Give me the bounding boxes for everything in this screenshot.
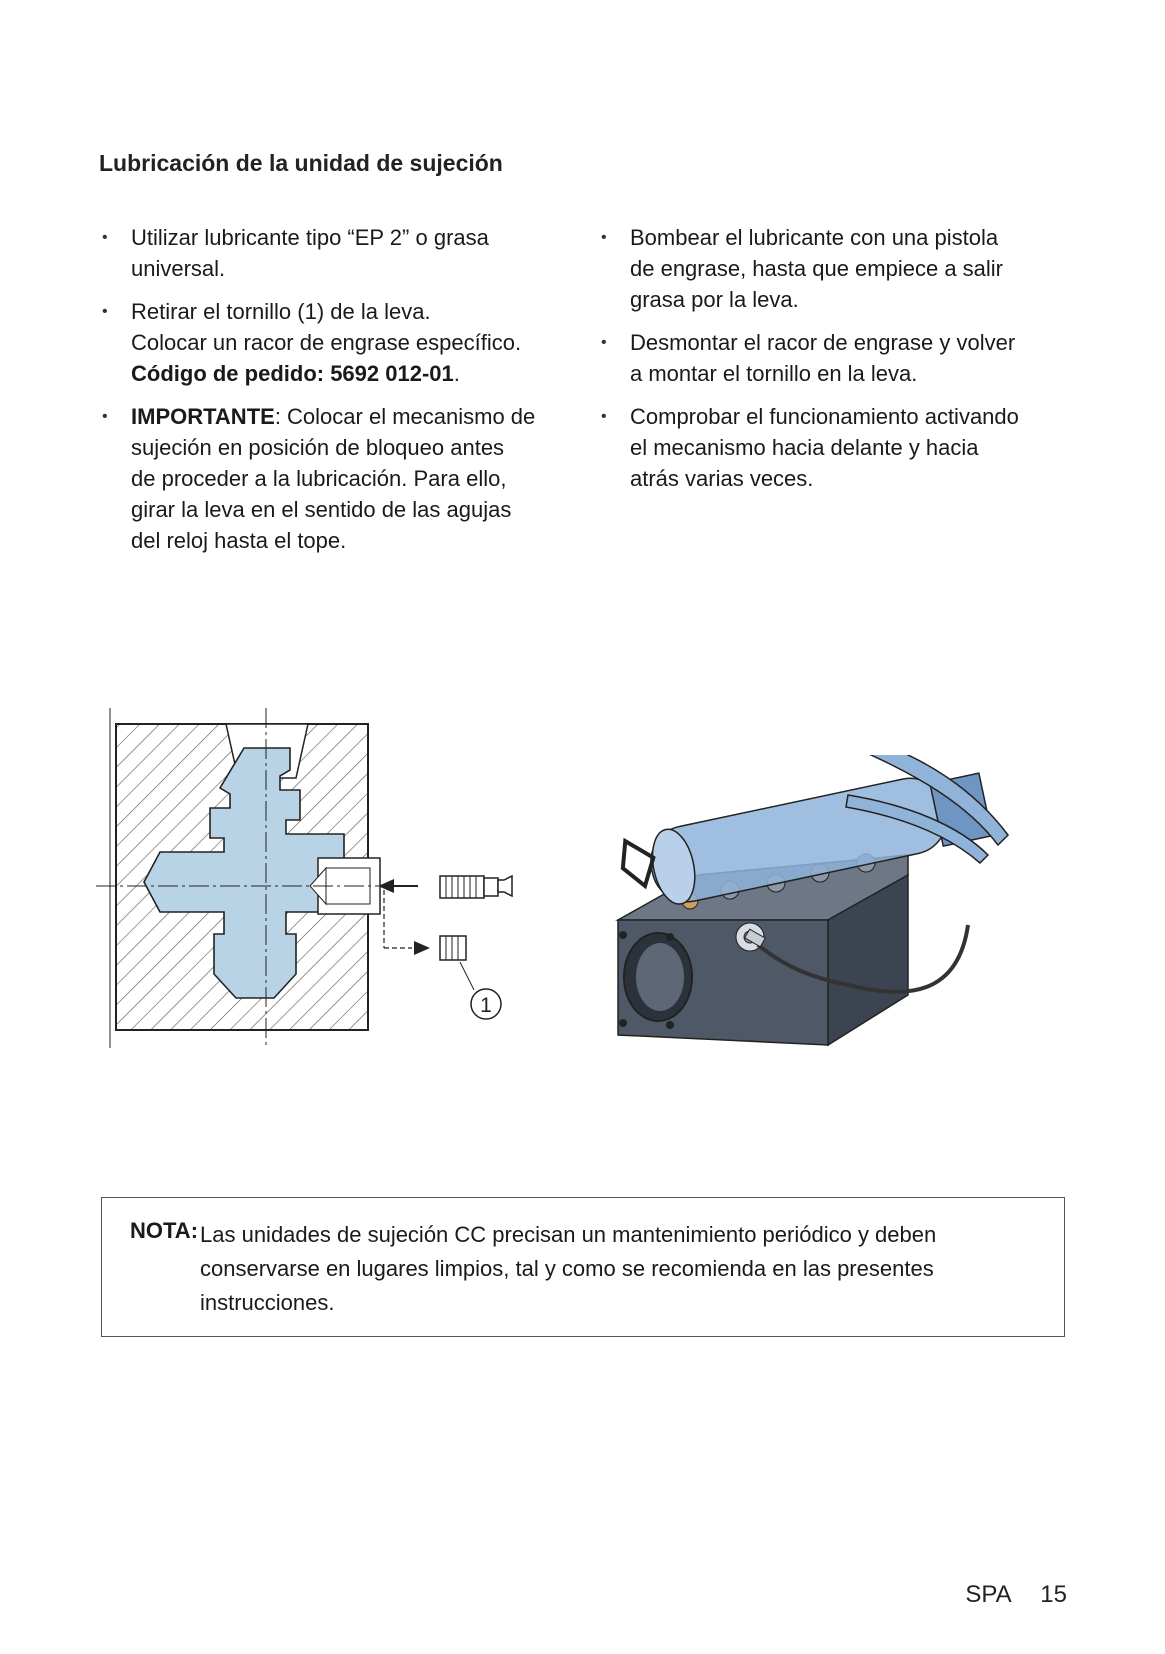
grease-gun-illustration	[608, 755, 1068, 1085]
bullet-dot	[102, 401, 108, 432]
bullet-line: del reloj hasta el tope.	[131, 528, 347, 553]
page-number: 15	[1040, 1581, 1067, 1608]
right-column	[598, 222, 1078, 506]
bullet-line: atrás varias veces.	[630, 466, 814, 491]
note-line: Las unidades de sujeción CC precisan un mantenimiento periódico y deben	[200, 1222, 937, 1247]
grease-nipple-hex	[484, 878, 498, 896]
left-column	[99, 222, 564, 568]
note-label: NOTA:	[130, 1218, 199, 1243]
bullet-line: universal.	[131, 256, 226, 281]
callout-leader	[460, 962, 474, 990]
bullet-dot	[102, 296, 108, 327]
bullet-line: Bombear el lubricante con una pistola	[630, 225, 999, 250]
bullet-item	[598, 327, 1078, 389]
important-label: IMPORTANTE	[131, 404, 275, 429]
note-line: instrucciones.	[200, 1290, 335, 1315]
bullet-item	[598, 401, 1078, 494]
bullet-line: sujeción en posición de bloqueo antes	[131, 435, 505, 460]
grease-nipple-head	[498, 876, 512, 896]
bullet-dot	[601, 222, 607, 253]
bullet-line: Comprobar el funcionamiento activando	[630, 404, 1019, 429]
cross-section-diagram	[96, 708, 536, 1048]
bullet-dot	[601, 327, 607, 358]
bullet-line	[131, 401, 564, 432]
section-title: Lubricación de la unidad de sujeción	[99, 150, 503, 176]
note-text	[200, 1218, 1040, 1320]
bolt	[619, 1019, 627, 1027]
set-screw	[440, 936, 466, 960]
bolt	[619, 931, 627, 939]
bullet-line: a montar el tornillo en la leva.	[630, 361, 918, 386]
bullet-line: Desmontar el racor de engrase y volver	[630, 330, 1016, 355]
bullet-item	[99, 296, 564, 389]
bullet-line: grasa por la leva.	[630, 287, 799, 312]
gun-loop	[617, 836, 658, 890]
bullet-dot	[102, 222, 108, 253]
bolt	[666, 1021, 674, 1029]
bullet-line: de engrase, hasta que empiece a salir	[630, 256, 1004, 281]
bullet-line: el mecanismo hacia delante y hacia	[630, 435, 979, 460]
bullet-line: Colocar un racor de engrase específico.	[131, 330, 522, 355]
note-line: conservarse en lugares limpios, tal y como se recomienda en las presentes	[200, 1256, 934, 1281]
bullet-line: girar la leva en el sentido de las agujas	[131, 497, 512, 522]
bullet-dot	[601, 401, 607, 432]
leader-arrow-head	[414, 941, 430, 955]
grease-nipple-thread	[440, 876, 484, 898]
bullet-line: Retirar el tornillo (1) de la leva.	[131, 299, 431, 324]
page-footer	[965, 1581, 1067, 1609]
language-code: SPA	[965, 1581, 1012, 1608]
order-code-tail: .	[453, 361, 460, 386]
bullet-item	[99, 222, 564, 284]
bullet-item	[598, 222, 1078, 315]
bullet-line: de proceder a la lubricación. Para ello,	[131, 466, 507, 491]
callout-number: 1	[480, 994, 492, 1017]
order-code: Código de pedido: 5692 012-01	[131, 361, 454, 386]
bullet-line: Utilizar lubricante tipo “EP 2” o grasa	[131, 225, 489, 250]
bullet-line	[131, 358, 564, 389]
bolt	[666, 933, 674, 941]
bullet-item	[99, 401, 564, 556]
important-text: : Colocar el mecanismo de	[274, 404, 536, 429]
note-box	[101, 1197, 1065, 1337]
